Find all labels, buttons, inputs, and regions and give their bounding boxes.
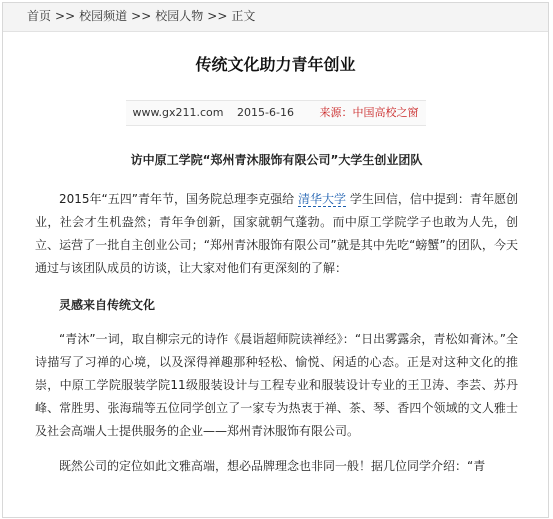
- publish-date: 2015-6-16: [237, 106, 294, 119]
- paragraph-1-text-a: 2015年“五四”青年节，国务院总理李克强给: [59, 192, 295, 206]
- breadcrumb-separator: >>: [207, 9, 228, 23]
- article-title: 传统文化助力青年创业: [195, 55, 356, 74]
- breadcrumb-people-link[interactable]: 校园人物: [155, 9, 204, 23]
- article-meta: [126, 100, 426, 126]
- article-source: 来源：中国高校之窗: [319, 106, 419, 119]
- breadcrumb: [3, 3, 548, 32]
- breadcrumb-home-link[interactable]: 首页: [27, 9, 52, 23]
- breadcrumb-separator: >>: [55, 9, 76, 23]
- paragraph-3: 既然公司的定位如此文雅高端，想必品牌理念也非同一般！据几位同学介绍：“青: [59, 459, 486, 473]
- paragraph-1: [35, 188, 518, 280]
- section-heading: 灵感来自传统文化: [59, 298, 156, 312]
- article-body: [3, 150, 548, 478]
- paragraph-2: “青沐”一词，取自柳宗元的诗作《晨诣超师院读禅经》：“日出雾露余，青松如膏沐。”全诗描写了习禅的心境，以及深得禅趣那种轻松、愉悦、闲适的心态。正是对这种文化的推崇，中原工学院服装学院11级服装设计与工程专业和服装设计专业的王卫涛、李芸、苏丹峰、常胜男、张海瑞等五位同学创立了一家专为热衷于禅、茶、琴、香四个领域的文人雅士及社会高端人士提供服务的企业——郑州青沐服饰有限公司。: [35, 332, 518, 438]
- site-url: www.gx211.com: [132, 106, 224, 119]
- breadcrumb-separator: >>: [131, 9, 152, 23]
- breadcrumb-channel-link[interactable]: 校园频道: [79, 9, 128, 23]
- paragraph-1-text-b: 学生回信，信中提到：青年愿创业，社会才生机盎然；青年争创新，国家就朝气蓬勃。而中原工学院学子也敢为人先，创立、运营了一批自主创业公司；“郑州青沐服饰有限公司”就是其中先吃“螃蟹”的团队，今天通过与该团队成员的访谈，让大家对他们有更深刻的了解：: [35, 192, 518, 275]
- article-page: [2, 2, 549, 518]
- breadcrumb-current: 正文: [231, 9, 256, 23]
- tsinghua-link[interactable]: 清华大学: [297, 192, 347, 206]
- article-subtitle: 访中原工学院“郑州青沐服饰有限公司”大学生创业团队: [130, 153, 423, 167]
